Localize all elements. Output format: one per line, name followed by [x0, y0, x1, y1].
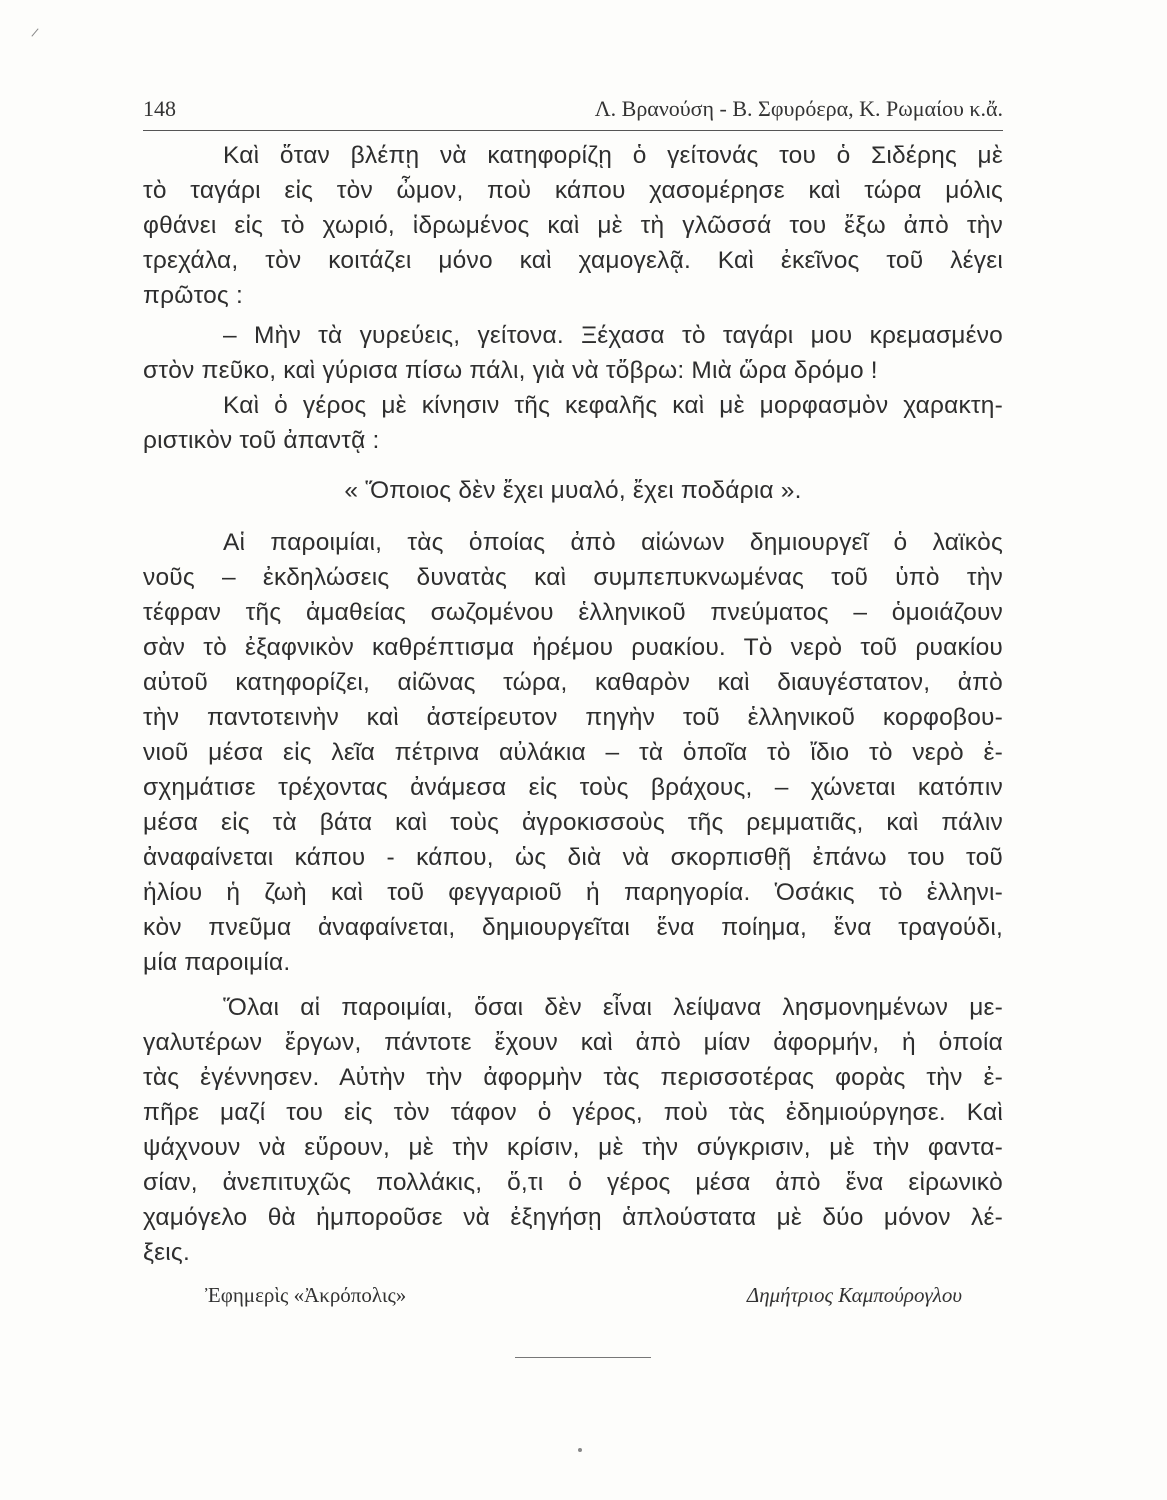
running-title: Λ. Βρανούση - Β. Σφυρόερα, Κ. Ρωμαίου κ.ἄ. — [594, 96, 1003, 121]
pencil-mark — [31, 28, 38, 36]
text-line: στὸν πεῦκο, καὶ γύρισα πίσω πάλι, γιὰ νὰ τὄβρω: Μιὰ ὥρα δρόμο ! — [143, 357, 878, 384]
author-signature: Δημήτριος Καμπούρογλου — [746, 1283, 962, 1307]
text-line: πρῶτος : — [143, 282, 243, 309]
text-line: ριστικὸν τοῦ ἀπαντᾷ : — [143, 427, 380, 454]
text-line: τὴν παντοτεινὴν καὶ ἀστείρευτον πηγὴν τοῦ ἑλληνικοῦ κορφοβου- — [143, 704, 1003, 731]
text-line: ξεις. — [143, 1239, 190, 1266]
text-line: ἡλίου ἡ ζωὴ καὶ τοῦ φεγγαριοῦ ἡ παρηγορία. Ὁσάκις τὸ ἑλληνι- — [143, 879, 1003, 906]
text-line: σὰν τὸ ἐξαφνικὸν καθρέπτισμα ἠρέμου ρυακίου. Τὸ νερὸ τοῦ ρυακίου — [143, 634, 1003, 661]
text-line: τέφραν τῆς ἀμαθείας σωζομένου ἑλληνικοῦ πνεύματος – ὁμοιάζουν — [143, 599, 1003, 626]
header-rule — [143, 130, 1003, 131]
text-line: μέσα εἰς τὰ βάτα καὶ τοὺς ἀγροκισσοὺς τῆς ρεμματιᾶς, καὶ πάλιν — [143, 809, 1003, 836]
text-line: νοῦς – ἐκδηλώσεις δυνατὰς καὶ συμπεπυκνωμένας τοῦ ὑπὸ τὴν — [143, 564, 1003, 591]
text-line: τὰς ἐγέννησεν. Αὐτὴν τὴν ἀφορμὴν τὰς περισσοτέρας φορὰς τὴν ἐ- — [143, 1064, 1003, 1091]
text-line: πῆρε μαζί του εἰς τὸν τάφον ὁ γέρος, ποὺ τὰς ἐδημιούργησε. Καὶ — [143, 1099, 1003, 1126]
text-line: μία παροιμία. — [143, 949, 291, 976]
page-number: 148 — [143, 96, 176, 121]
end-rule — [515, 1357, 651, 1358]
text-line: φθάνει εἰς τὸ χωριό, ἱδρωμένος καὶ μὲ τὴ γλῶσσά του ἔξω ἀπὸ τὴν — [143, 212, 1003, 239]
text-line: – Μὴν τὰ γυρεύεις, γείτονα. Ξέχασα τὸ ταγάρι μου κρεμασμένο — [223, 322, 1003, 349]
text-line: Αἱ παροιμίαι, τὰς ὁποίας ἀπὸ αἰώνων δημιουργεῖ ὁ λαϊκὸς — [223, 529, 1003, 556]
text-line: τὸ ταγάρι εἰς τὸν ὦμον, ποὺ κάπου χασομέρησε καὶ τώρα μόλις — [143, 177, 1003, 204]
text-line: ψάχνουν νὰ εὕρουν, μὲ τὴν κρίσιν, μὲ τὴν σύγκρισιν, μὲ τὴν φαντα- — [143, 1134, 1003, 1161]
text-line: νιοῦ μέσα εἰς λεῖα πέτρινα αὐλάκια – τὰ ὁποῖα τὸ ἴδιο τὸ νερὸ ἐ- — [143, 739, 1003, 766]
text-line: σχημάτισε τρέχοντας ἀνάμεσα εἰς τοὺς βράχους, – χώνεται κατόπιν — [143, 774, 1003, 801]
text-line: Ὅλαι αἱ παροιμίαι, ὅσαι δὲν εἶναι λείψανα λησμονημένων με- — [223, 994, 1003, 1021]
text-line: Καὶ ὁ γέρος μὲ κίνησιν τῆς κεφαλῆς καὶ μὲ μορφασμὸν χαρακτη- — [223, 392, 1003, 419]
text-line: γαλυτέρων ἔργων, πάντοτε ἔχουν καὶ ἀπὸ μίαν ἀφορμήν, ἡ ὁποία — [143, 1029, 1003, 1056]
text-line: Καὶ ὅταν βλέπῃ νὰ κατηφορίζῃ ὁ γείτονάς του ὁ Σιδέρης μὲ — [223, 142, 1003, 169]
text-line: « Ὅποιος δὲν ἔχει μυαλό, ἔχει ποδάρια ». — [344, 477, 802, 504]
text-line: σίαν, ἀνεπιτυχῶς πολλάκις, ὅ,τι ὁ γέρος μέσα ἀπὸ ἕνα εἰρωνικὸ — [143, 1169, 1003, 1196]
text-line: αὐτοῦ κατηφορίζει, αἰῶνας τώρα, καθαρὸν καὶ διαυγέστατον, ἀπὸ — [143, 669, 1003, 696]
text-line: τρεχάλα, τὸν κοιτάζει μόνο καὶ χαμογελᾷ. Καὶ ἐκεῖνος τοῦ λέγει — [143, 247, 1003, 274]
text-line: ἀναφαίνεται κάπου - κάπου, ὡς διὰ νὰ σκορπισθῇ ἐπάνω του τοῦ — [143, 844, 1003, 871]
text-line: κὸν πνεῦμα ἀναφαίνεται, δημιουργεῖται ἕνα ποίημα, ἕνα τραγούδι, — [143, 914, 1003, 941]
source-attribution: Ἐφημερὶς «Ἀκρόπολις» — [205, 1283, 407, 1307]
ink-dot — [578, 1448, 582, 1452]
text-line: χαμόγελο θὰ ἠμποροῦσε νὰ ἐξηγήσῃ ἁπλούστατα μὲ δύο μόνον λέ- — [143, 1204, 1003, 1231]
